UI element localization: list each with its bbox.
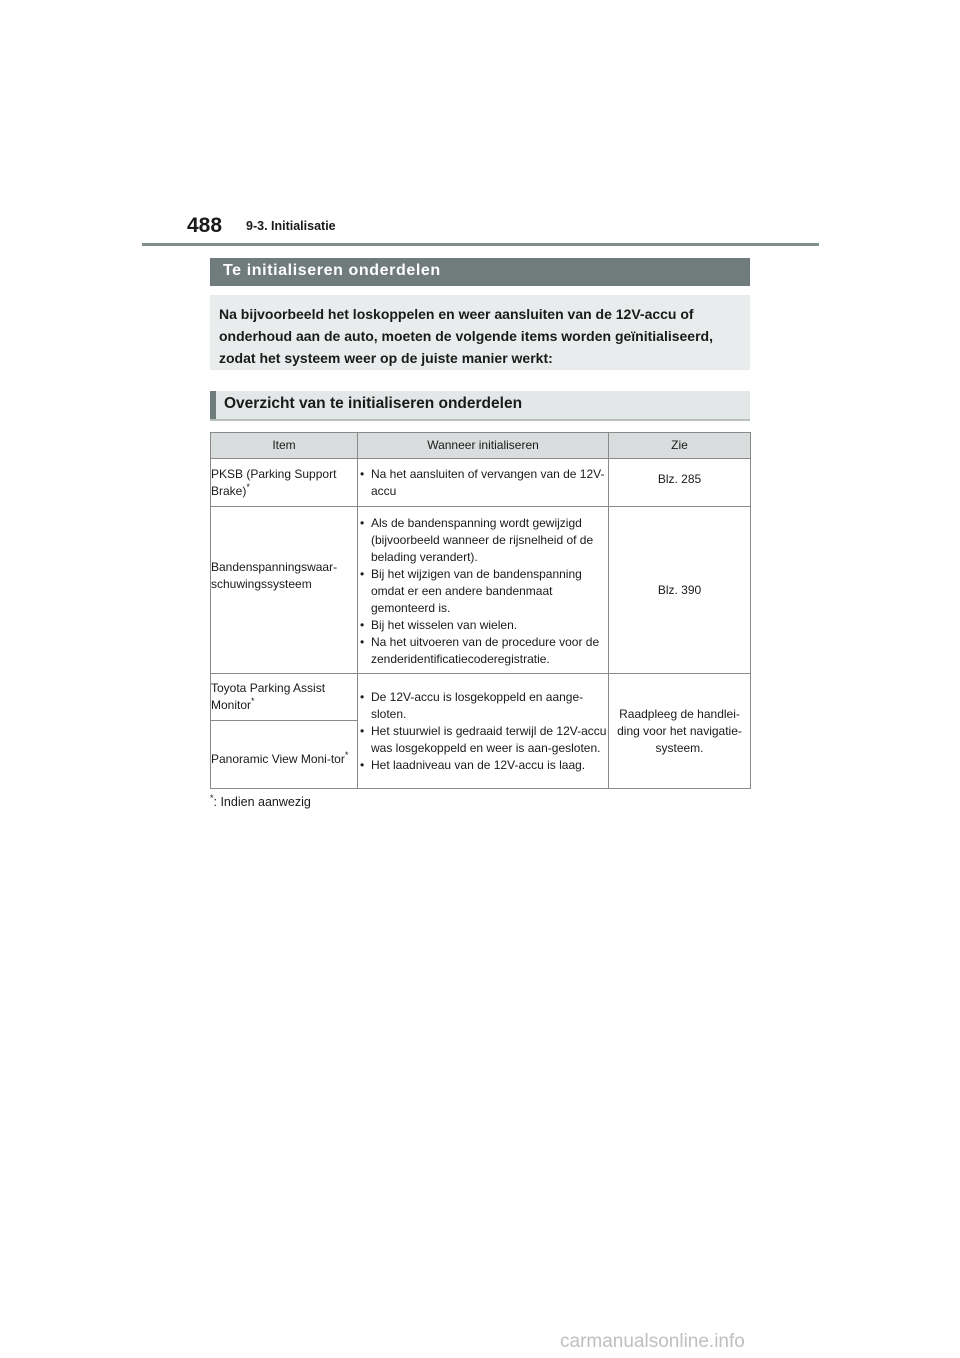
section-title-bar — [210, 258, 750, 286]
list-item: • Na het uitvoeren van de procedure voor de zenderidentificatiecoderegistratie. — [358, 634, 608, 668]
item-cell — [211, 459, 358, 507]
item-name: Panoramic View Moni-tor — [211, 752, 345, 766]
footnote-mark: * — [210, 792, 214, 803]
subheading-bar — [210, 391, 750, 421]
list-item: • Als de bandenspanning wordt gewijzigd (bijvoorbeeld wanneer de rijsnelheid of de belading verandert). — [358, 515, 608, 566]
page-reference: Raadpleeg de handlei-ding voor het navigatie-systeem. — [617, 706, 742, 755]
table-row — [211, 507, 751, 674]
section-title: Te initialiseren onderdelen — [223, 262, 441, 279]
list-item: • De 12V-accu is losgekoppeld en aange-sloten. — [358, 689, 608, 723]
item-cell — [211, 721, 358, 789]
item-name: Toyota Parking Assist Monitor — [211, 681, 326, 712]
when-cell — [358, 459, 609, 507]
item-name: PKSB (Parking Support Brake) — [211, 466, 337, 498]
availability-mark: * — [251, 696, 255, 706]
ref-cell — [609, 507, 751, 674]
initialization-table — [210, 432, 751, 789]
list-item: • Bij het wijzigen van de bandenspanning omdat er een andere bandenmaat gemonteerd is. — [358, 566, 608, 617]
column-header-item: Item — [211, 433, 358, 459]
section-reference: 9-3. Initialisatie — [246, 219, 336, 233]
list-item: • Het stuurwiel is gedraaid terwijl de 12V-accu was losgekoppeld en weer is aan-gesloten. — [358, 723, 608, 757]
item-name: Bandenspanningswaar-schuwingssysteem — [211, 560, 338, 591]
footnote — [210, 792, 311, 809]
intro-text: Na bijvoorbeeld het loskoppelen en weer aansluiten van de 12V-accu of onderhoud aan de auto, moeten de volgende items worden geïnitialiseerd, zodat het systeem weer op de juiste manier werkt: — [219, 306, 713, 366]
availability-mark: * — [344, 750, 349, 760]
list-item: • Na het aansluiten of vervangen van de 12V-accu — [358, 466, 608, 500]
subheading: Overzicht van te initialiseren onderdelen — [224, 395, 523, 412]
footnote-text: : Indien aanwezig — [213, 795, 311, 809]
when-cell — [358, 507, 609, 674]
column-header-when: Wanneer initialiseren — [358, 433, 609, 459]
table-row — [211, 459, 751, 507]
list-item: • Het laadniveau van de 12V-accu is laag. — [358, 757, 608, 774]
item-cell — [211, 674, 358, 721]
ref-cell — [609, 459, 751, 507]
page-reference: Blz. 285 — [657, 472, 702, 486]
page-number: 488 — [187, 214, 223, 237]
page-reference: Blz. 390 — [657, 582, 702, 597]
when-cell — [358, 674, 609, 789]
header-divider — [142, 243, 819, 246]
subheading-accent — [210, 391, 216, 419]
ref-cell — [609, 674, 751, 789]
intro-box — [210, 295, 750, 370]
availability-mark: * — [246, 481, 250, 492]
table-row — [211, 674, 751, 721]
watermark: carmanualsonline.info — [560, 1331, 745, 1352]
table-header-row — [211, 433, 751, 459]
list-item: • Bij het wisselen van wielen. — [358, 617, 608, 634]
item-cell — [211, 507, 358, 674]
column-header-ref: Zie — [609, 433, 751, 459]
